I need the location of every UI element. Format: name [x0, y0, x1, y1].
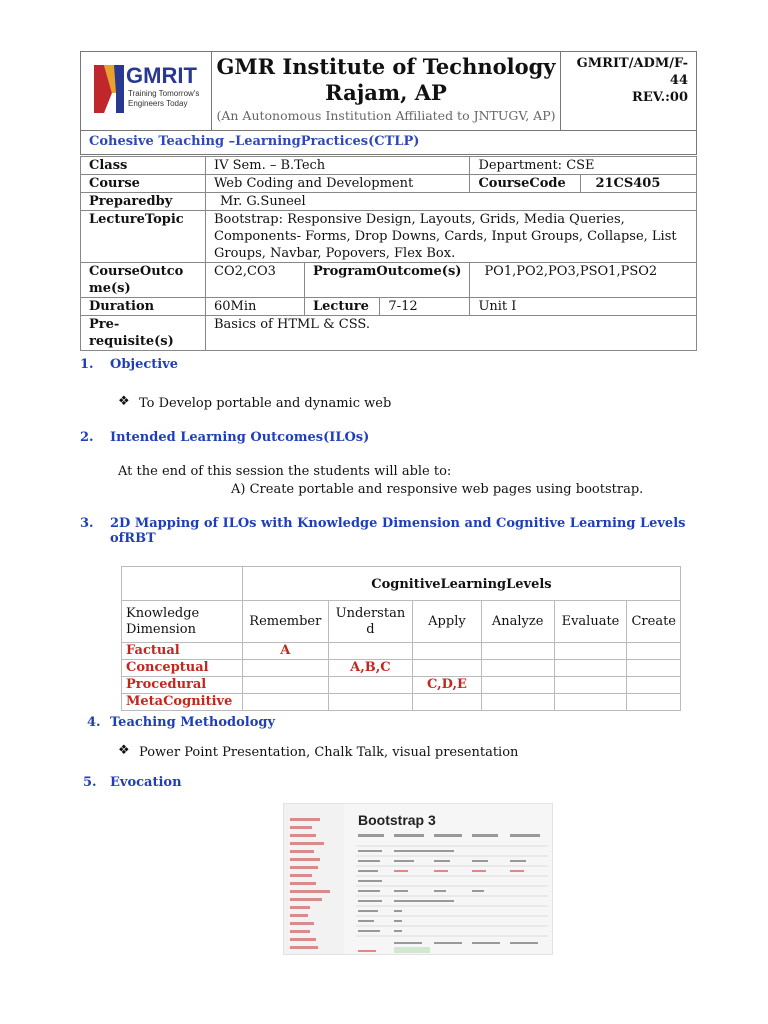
ctlp-title: Cohesive Teaching –LearningPractices(CTLP)	[81, 131, 697, 155]
preparedby-value: Mr. G.Suneel	[206, 193, 697, 211]
co-label: CourseOutcome(s)	[81, 263, 206, 298]
section-2-title: Intended Learning Outcomes(ILOs)	[110, 430, 370, 445]
cell: A,B,C	[328, 660, 412, 677]
topic-value: Bootstrap: Responsive Design, Layouts, Grids, Media Queries, Components- Forms, Drop Downs, Cards, Input Groups, Collapse, List Groups, Navbar, Popovers, Flex Box.	[206, 211, 697, 263]
row-procedural: Procedural	[122, 677, 243, 694]
level-analyze: Analyze	[481, 601, 554, 643]
section-3-title: 2D Mapping of ILOs with Knowledge Dimension and Cognitive Learning Levels ofRBT	[110, 516, 686, 546]
cell	[413, 643, 482, 660]
objective-text: To Develop portable and dynamic web	[139, 396, 392, 411]
doc-code: GMRIT/ADM/F-44 REV.:00	[576, 56, 688, 105]
duration-label: Duration	[81, 298, 206, 316]
cell	[627, 660, 681, 677]
header-table	[80, 51, 697, 155]
prereq-value: Basics of HTML & CSS.	[206, 316, 697, 351]
level-understand: Understand	[328, 601, 412, 643]
cell	[328, 694, 412, 711]
methodology-text: Power Point Presentation, Chalk Talk, visual presentation	[139, 745, 519, 760]
level-remember: Remember	[242, 601, 328, 643]
po-value: PO1,PO2,PO3,PSO1,PSO2	[470, 263, 697, 298]
topic-label: LectureTopic	[81, 211, 206, 263]
row-conceptual: Conceptual	[122, 660, 243, 677]
code-cell	[561, 52, 697, 131]
cell	[481, 660, 554, 677]
section-5-title: Evocation	[110, 775, 182, 790]
department: Department: CSE	[470, 157, 697, 175]
level-apply: Apply	[413, 601, 482, 643]
po-label: ProgramOutcome(s)	[305, 263, 470, 298]
lecture-label: Lecture	[305, 298, 380, 316]
cell	[481, 677, 554, 694]
cell	[413, 694, 482, 711]
prereq-label: Pre-requisite(s)	[81, 316, 206, 351]
section-1-title: Objective	[110, 357, 179, 372]
knowledge-dimension-label: Knowledge Dimension	[122, 601, 243, 643]
title-cell	[212, 52, 561, 131]
duration-value: 60Min	[206, 298, 305, 316]
cell	[627, 694, 681, 711]
institute-title: GMR Institute of Technology Rajam, AP	[216, 54, 556, 105]
section-3-num: 3.	[80, 516, 94, 531]
class-label: Class	[81, 157, 206, 175]
section-4-title: Teaching Methodology	[110, 715, 276, 730]
cell	[242, 694, 328, 711]
cell	[481, 694, 554, 711]
cell	[328, 643, 412, 660]
cell	[413, 660, 482, 677]
cell	[627, 643, 681, 660]
diamond-bullet-icon: ❖	[118, 743, 130, 758]
level-evaluate: Evaluate	[554, 601, 627, 643]
gmrit-logo	[82, 53, 208, 125]
section-2-num: 2.	[80, 430, 94, 445]
logo-tagline-2: Engineers Today	[128, 99, 188, 108]
cell	[554, 694, 627, 711]
section-5-num: 5.	[83, 775, 97, 790]
class-value: IV Sem. – B.Tech	[206, 157, 470, 175]
logo-text: GMRIT	[126, 63, 197, 88]
lecture-value: 7-12	[380, 298, 470, 316]
cell	[554, 643, 627, 660]
row-metacognitive: MetaCognitive	[122, 694, 243, 711]
coursecode-value: 21CS405	[581, 175, 697, 193]
cell	[328, 677, 412, 694]
preparedby-label: Preparedby	[81, 193, 206, 211]
logo-tagline-1: Training Tomorrow's	[128, 89, 200, 98]
logo-cell	[81, 52, 212, 131]
cell	[554, 660, 627, 677]
cell: A	[242, 643, 328, 660]
ilo-item: A) Create portable and responsive web pages using bootstrap.	[231, 482, 644, 497]
cell	[242, 677, 328, 694]
bootstrap-screenshot-graphic	[284, 804, 552, 954]
co-value: CO2,CO3	[206, 263, 305, 298]
ilo-intro: At the end of this session the students will able to:	[118, 464, 452, 479]
mapping-table	[121, 566, 681, 711]
coursecode-label: CourseCode	[470, 175, 581, 193]
section-1-num: 1.	[80, 357, 94, 372]
course-info-table	[80, 156, 697, 351]
cell	[554, 677, 627, 694]
mapping-corner	[122, 567, 243, 601]
course-value: Web Coding and Development	[206, 175, 470, 193]
cell	[627, 677, 681, 694]
section-4-num: 4.	[87, 715, 101, 730]
course-label: Course	[81, 175, 206, 193]
bootstrap-heading: Bootstrap 3	[358, 812, 436, 828]
cell: C,D,E	[413, 677, 482, 694]
diamond-bullet-icon: ❖	[118, 394, 130, 409]
bootstrap-screenshot	[283, 803, 553, 955]
cognitive-levels-header: CognitiveLearningLevels	[242, 567, 680, 601]
cell	[242, 660, 328, 677]
institute-subtitle: (An Autonomous Institution Affiliated to JNTUGV, AP)	[216, 108, 556, 123]
unit: Unit I	[470, 298, 697, 316]
level-create: Create	[627, 601, 681, 643]
row-factual: Factual	[122, 643, 243, 660]
cell	[481, 643, 554, 660]
